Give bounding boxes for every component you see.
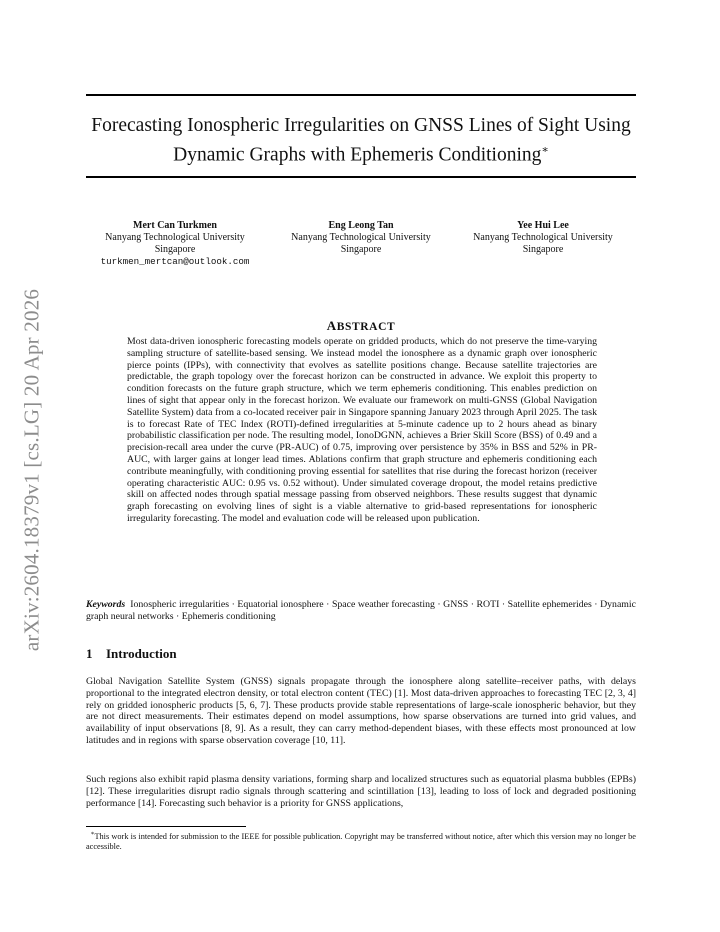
title-bottom-rule [86, 176, 636, 178]
author-affiliation: Nanyang Technological University [473, 232, 613, 243]
paper-title-text: Forecasting Ionospheric Irregularities on GNSS Lines of Sight Using Dynamic Graphs with Ephemeris Conditioning [91, 115, 631, 166]
arxiv-identifier-stamp [10, 260, 54, 680]
intro-paragraph-2: Such regions also exhibit rapid plasma density variations, forming sharp and localized structures such as equatorial plasma bubbles (EPBs) [12]. These irregularities disrupt radio signals through scattering and scintillation [13], leading to loss of lock and degraded positioning performance [14]. Forecasting such behavior is a priority for GNSS applications, [86, 774, 636, 809]
footnote-text: This work is intended for submission to the IEEE for possible publication. Copyright may be transferred without notice, after which this version may no longer be accessible. [86, 831, 636, 851]
footnote [86, 829, 636, 852]
intro-paragraph-1: Global Navigation Satellite System (GNSS) signals propagate through the ionosphere along satellite–receiver paths, with delays proportional to the integrated electron density, or total electron content (TEC) [1]. Most data-driven approaches to forecasting TEC [2, 3, 4] rely on gridded ionospheric products [5, 6, 7]. These products provide stable representations of large-scale ionospheric behavior, but they are not direct measurements. Their estimates depend on model assumptions, how sparse observations are turned into grid values, and availability of input observations [8, 9]. As a result, they can carry method-dependent biases, with these effects most pronounced at low latitudes and in regions with sparse observation coverage [10, 11]. [86, 676, 636, 746]
author-location: Singapore [522, 244, 564, 255]
section-heading [86, 646, 177, 662]
paper-title [86, 113, 636, 168]
section-title: Introduction [106, 646, 177, 661]
author-location: Singapore [340, 244, 382, 255]
footnote-marker: ∗ [90, 831, 95, 837]
abstract-heading-initial: A [326, 318, 337, 333]
author-1 [86, 220, 264, 268]
abstract-text: Most data-driven ionospheric forecasting models operate on gridded products, which do not preserve the time-varying sampling structure of satellite-based sensing. We instead model the ionosphere as a dynamic graph over ionospheric pierce points (IPPs), with connectivity that evolves as satellite positions change. Because satellite trajectories are predictable, the graph topology over the forecast horizon can be constructed in advance. We exploit this property to condition forecasts on the future graph structure, which we term ephemeris conditioning. This enables prediction on lines of sight that appear only in the forecast horizon. We evaluate our framework on multi-GNSS (Global Navigation Satellite System) data from a co-located receiver pair in Singapore spanning January 2023 through April 2025. The task is to forecast Rate of TEC Index (ROTI)-defined irregularities at 5-minute cadence up to 2 hours ahead as binary probabilistic classification per node. The resulting model, IonoDGNN, achieves a Brier Skill Score (BSS) of 0.49 and a precision-recall area under the curve (PR-AUC) of 0.75, improving over persistence by 35% in BSS and 52% in PR-AUC, with larger gains at longer lead times. Ablations confirm that graph structure and ephemeris conditioning each contribute meaningfully, with conditioning proving essential for satellites that rise during the forecast horizon (receiver operating characteristic AUC: 0.95 vs. 0.52 without). Under simulated coverage dropout, the model retains predictive skill on affected nodes through spatial message passing from observed neighbors. These results suggest that dynamic graph forecasting on evolving lines of sight is a viable alternative to grid-based representations for ionospheric irregularity forecasting. The model and evaluation code will be released upon publication. [127, 336, 597, 524]
title-footnote-marker: ∗ [541, 144, 549, 156]
author-affiliation: Nanyang Technological University [105, 232, 245, 243]
abstract-heading-rest: BSTRACT [336, 321, 396, 333]
author-affiliation: Nanyang Technological University [291, 232, 431, 243]
author-location: Singapore [154, 244, 196, 255]
keywords-text: Ionospheric irregularities · Equatorial ionosphere · Space weather forecasting · GNSS · ROTI · Satellite ephemerides · Dynamic graph neural networks · Ephemeris conditioning [86, 599, 636, 622]
keywords [86, 599, 636, 623]
author-2 [272, 220, 450, 256]
author-3 [454, 220, 632, 256]
arxiv-identifier-text: arXiv:2604.18379v1 [cs.LG] 20 Apr 2026 [19, 288, 44, 652]
author-email[interactable]: turkmen_mertcan@outlook.com [100, 256, 250, 267]
author-name: Eng Leong Tan [328, 220, 394, 231]
title-top-rule [86, 94, 636, 96]
author-name: Yee Hui Lee [517, 220, 569, 231]
author-block [86, 220, 636, 280]
author-name: Mert Can Turkmen [133, 220, 217, 231]
abstract-heading [86, 318, 636, 334]
keywords-label: Keywords [86, 599, 126, 610]
footnote-rule [86, 826, 246, 827]
section-number: 1 [86, 646, 93, 661]
